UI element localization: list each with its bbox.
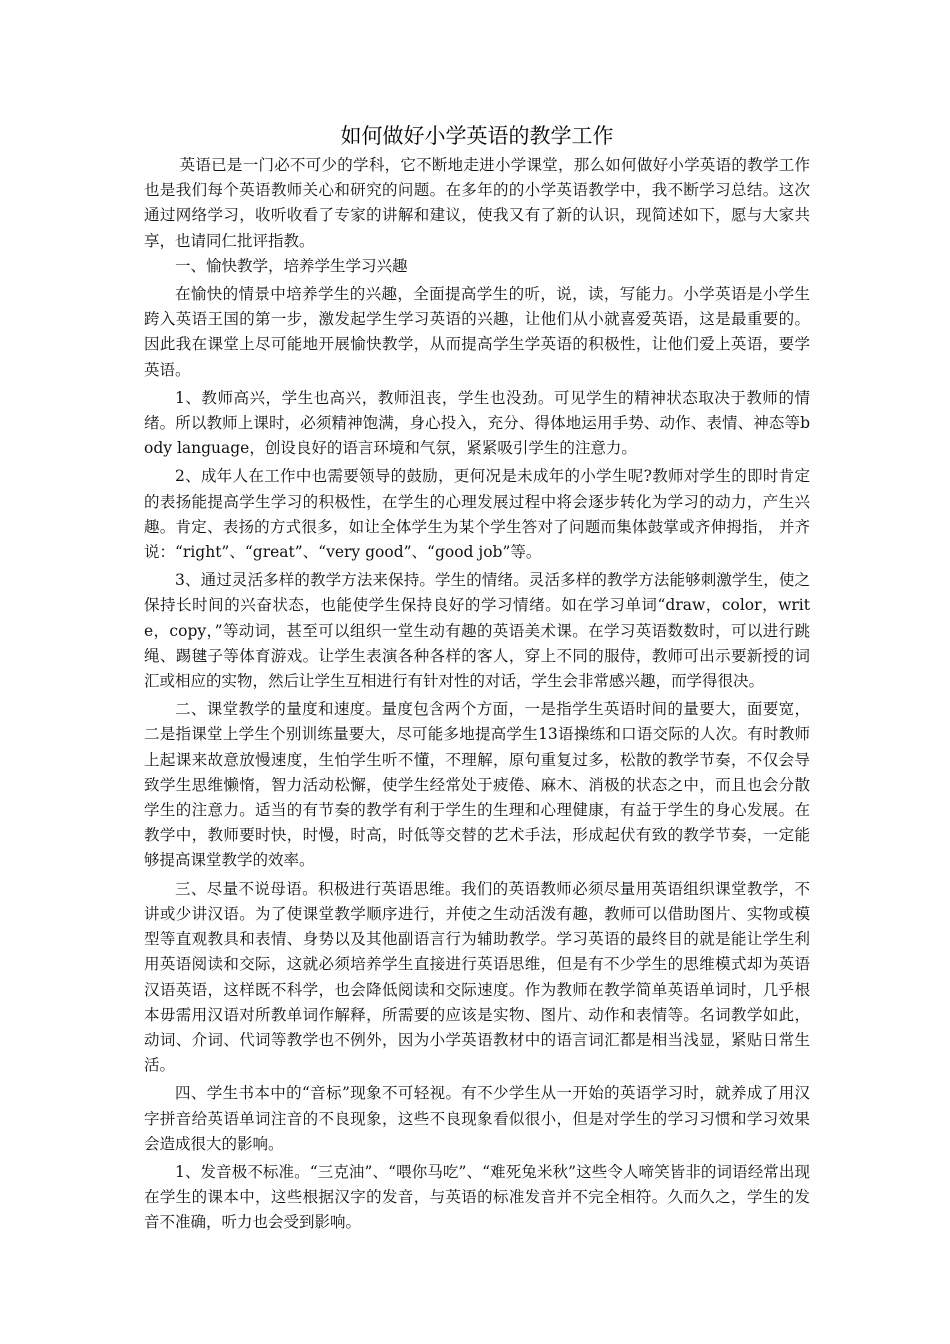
paragraph-point-3: 3、通过灵活多样的教学方法来保持。学生的情绪。灵活多样的教学方法能够刺激学生，使之保持长时间的兴奋状态，也能使学生保持良好的学习情绪。如在学习单词“draw，color，write，copy，”等动词，甚至可以组织一堂生动有趣的英语美术课。在学习英语数数时，可以进行跳绳、踢毽子等体育游戏。让学生表演各种各样的客人，穿上不同的服侍，教师可出示要新授的词汇或相应的实物，然后让学生互相进行有针对性的对话，学生会非常感兴趣，而学得很决。 <box>144 571 810 691</box>
paragraph-intro: 英语已是一门必不可少的学科，它不断地走进小学课堂，那么如何做好小学英语的教学工作也是我们每个英语教师关心和研究的问题。在多年的的小学英语教学中，我不断学习总结。这次通过网络学习，收听收看了专家的讲解和建议，使我又有了新的认识，现简述如下，愿与大家共享，也请同仁批评指教。 <box>144 156 810 250</box>
paragraph-point-2: 2、成年人在工作中也需要领导的鼓励，更何况是未成年的小学生呢?教师对学生的即时肯定的表扬能提高学生学习的积极性，在学生的心理发展过程中将会逐步转化为学习的动力，产生兴趣。肯定、表扬的方式很多，如让全体学生为某个学生答对了问题而集体鼓掌或齐伸拇指， 并齐说：“right”、“great”、“very good”、“good job”等。 <box>144 467 810 562</box>
paragraph-section-4: 四、学生书本中的“音标”现象不可轻视。有不少学生从一开始的英语学习时，就养成了用汉字拼音给英语单词注音的不良现象，这些不良现象看似很小，但是对学生的学习习惯和学习效果会造成很大的影响。 <box>144 1084 810 1153</box>
paragraph-section-1: 在愉快的情景中培养学生的兴趣，全面提高学生的听，说，读，写能力。小学英语是小学生跨入英语王国的第一步，激发起学生学习英语的兴趣，让他们从小就喜爱英语，这是最重要的。因此我在课堂上尽可能地开展愉快教学，从而提高学生学英语的积极性，让他们爱上英语，要学英语。 <box>144 285 810 379</box>
heading-section-1: 一、愉快教学，培养学生学习兴趣 <box>175 256 408 275</box>
paragraph-section-3: 三、尽量不说母语。积极进行英语思维。我们的英语教师必须尽量用英语组织课堂教学，不讲或少讲汉语。为了使课堂教学顺序进行，并使之生动活泼有趣，教师可以借助图片、实物或模型等直观教具和表情、身势以及其他副语言行为辅助教学。学习英语的最终目的就是能让学生利用英语阅读和交际，这就必须培养学生直接进行英语思维，但是有不少学生的思维模式却为英语汉语英语，这样既不科学，也会降低阅读和交际速度。作为教师在教学简单英语单词时，几乎根本毋需用汉语对所教单词作解释，所需要的应该是实物、图片、动作和表情等。名词教学如此，动词、介词、代词等教学也不例外，因为小学英语教材中的语言词汇都是相当浅显，紧贴日常生活。 <box>144 879 810 1075</box>
paragraph-section-4-point-1: 1、发音极不标准。“三克油”、“喂你马吃”、“难死兔米秋”这些令人啼笑皆非的词语经常出现在学生的课本中，这些根据汉字的发音，与英语的标准发音并不完全相符。久而久之，学生的发音不准确，听力也会受到影响。 <box>144 1162 810 1232</box>
paragraph-point-1: 1、教师高兴，学生也高兴，教师沮丧，学生也没劲。可见学生的精神状态取决于教师的情绪。所以教师上课时，必须精神饱满，身心投入，充分、得体地运用手势、动作、表情、神态等body language，创设良好的语言环境和气氛，紧紧吸引学生的注意力。 <box>144 388 810 458</box>
document-title: 如何做好小学英语的教学工作 <box>340 124 614 148</box>
paragraph-section-2: 二、课堂教学的量度和速度。量度包含两个方面，一是指学生英语时间的量要大，面要宽，二是指课堂上学生个别训练量要大，尽可能多地提高学生13语操练和口语交际的人次。有时教师上起课来故意放慢速度，生怕学生听不懂，不理解，原句重复过多，松散的教学节奏，不仅会导致学生思维懒惰，智力活动松懈，使学生经常处于疲倦、麻木、消极的状态之中，而且也会分散学生的注意力。适当的有节奏的教学有利于学生的生理和心理健康，有益于学生的身心发展。在教学中，教师要时快，时慢，时高，时低等交替的艺术手法，形成起伏有致的教学节奏，一定能够提高课堂教学的效率。 <box>144 700 810 870</box>
document-body <box>144 121 810 1236</box>
